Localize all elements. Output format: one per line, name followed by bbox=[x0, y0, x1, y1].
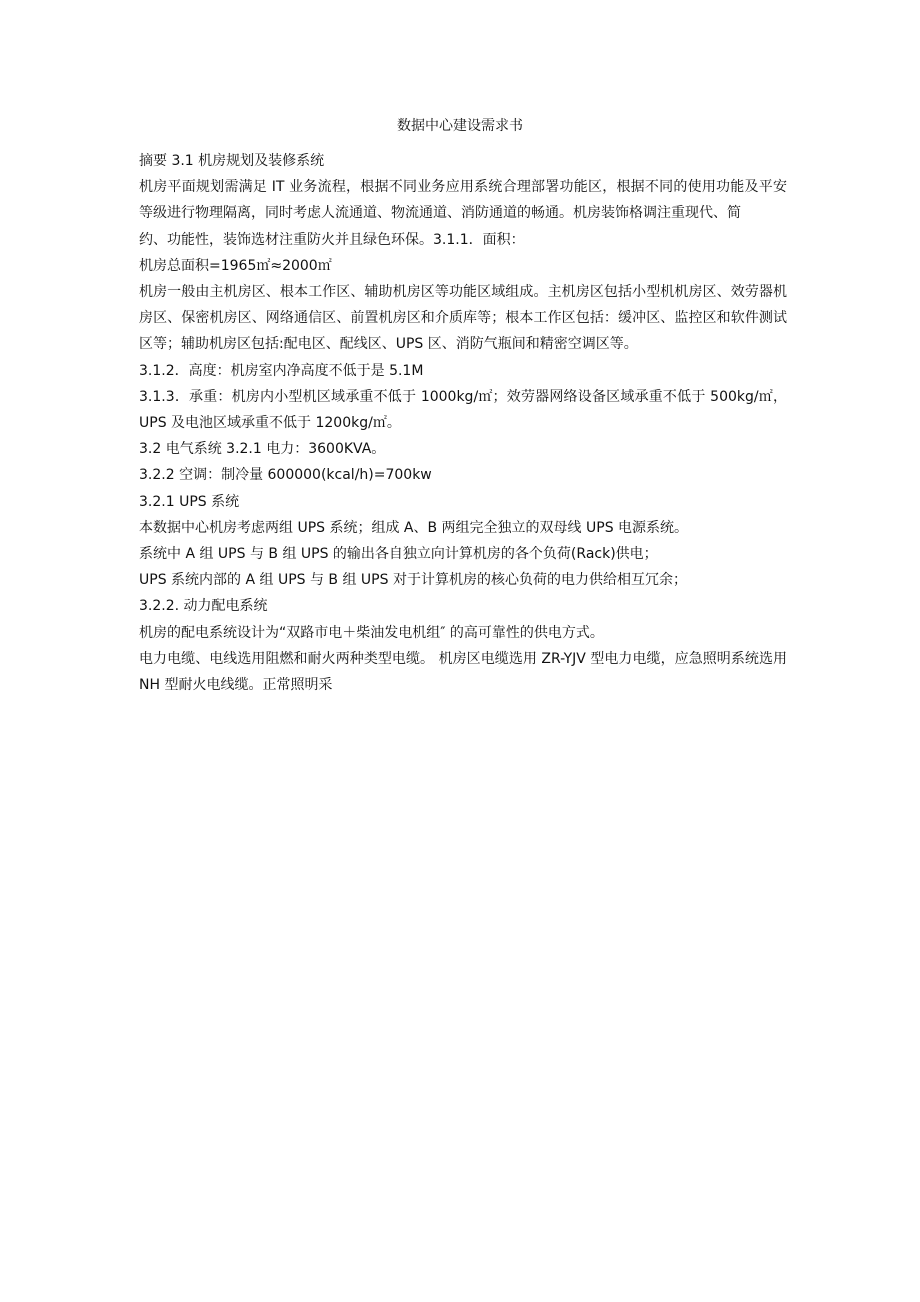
paragraph-power-distribution-heading: 3.2.2. 动力配电系统 bbox=[139, 598, 268, 615]
paragraph-decoration-style: 约、功能性，装饰选材注重防火并且绿色环保。3.1.1．面积： bbox=[139, 231, 525, 248]
paragraph-layout-requirements: 机房平面规划需满足 IT 业务流程，根据不同业务应用系统合理部署功能区，根据不同的使用功能及平安等级进行物理隔离，同时考虑人流通道、物流通道、消防通道的畅通。机房装饰格调注重现代、简 bbox=[139, 179, 787, 222]
paragraph-load-bearing: 3.1.3．承重：机房内小型机区域承重不低于 1000kg/㎡；效劳器网络设备区域承重不低于 500kg/㎡，UPS 及电池区域承重不低于 1200kg/㎡。 bbox=[139, 388, 787, 432]
paragraph-total-area: 机房总面积=1965㎡≈2000㎡ bbox=[139, 257, 332, 274]
document-title: 数据中心建设需求书 bbox=[397, 118, 523, 134]
paragraph-ups-output: 系统中 A 组 UPS 与 B 组 UPS 的输出各自独立向计算机房的各个负荷(Rack)供电； bbox=[139, 546, 658, 563]
paragraph-ups-redundancy: UPS 系统内部的 A 组 UPS 与 B 组 UPS 对于计算机房的核心负荷的电力供给相互冗余； bbox=[139, 572, 687, 589]
paragraph-height: 3.1.2．高度：机房室内净高度不低于是 5.1M bbox=[139, 362, 424, 379]
paragraph-functional-zones: 机房一般由主机房区、根本工作区、辅助机房区等功能区域组成。主机房区包括小型机机房区、效劳器机房区、保密机房区、网络通信区、前置机房区和介质库等；根本工作区包括：缓冲区、监控区和软件测试区等；辅助机房区包括:配电区、配线区、UPS 区、消防气瓶间和精密空调区等。 bbox=[139, 284, 787, 353]
paragraph-air-conditioning: 3.2.2 空调：制冷量 600000(kcal/h)=700kw bbox=[139, 467, 432, 484]
paragraph-abstract-heading: 摘要 3.1 机房规划及装修系统 bbox=[139, 153, 325, 169]
paragraph-electrical-system: 3.2 电气系统 3.2.1 电力：3600KVA。 bbox=[139, 441, 386, 458]
paragraph-ups-heading: 3.2.1 UPS 系统 bbox=[139, 493, 240, 510]
paragraph-ups-two-groups: 本数据中心机房考虑两组 UPS 系统；组成 A、B 两组完全独立的双母线 UPS 电源系统。 bbox=[139, 519, 689, 536]
paragraph-cables: 电力电缆、电线选用阻燃和耐火两种类型电缆。 机房区电缆选用 ZR-YJV 型电力电缆，应急照明系统选用 NH 型耐火电线缆。正常照明采 bbox=[139, 650, 787, 694]
document-body bbox=[139, 148, 787, 698]
paragraph-power-supply-design: 机房的配电系统设计为“双路市电＋柴油发电机组″ 的高可靠性的供电方式。 bbox=[139, 624, 604, 641]
